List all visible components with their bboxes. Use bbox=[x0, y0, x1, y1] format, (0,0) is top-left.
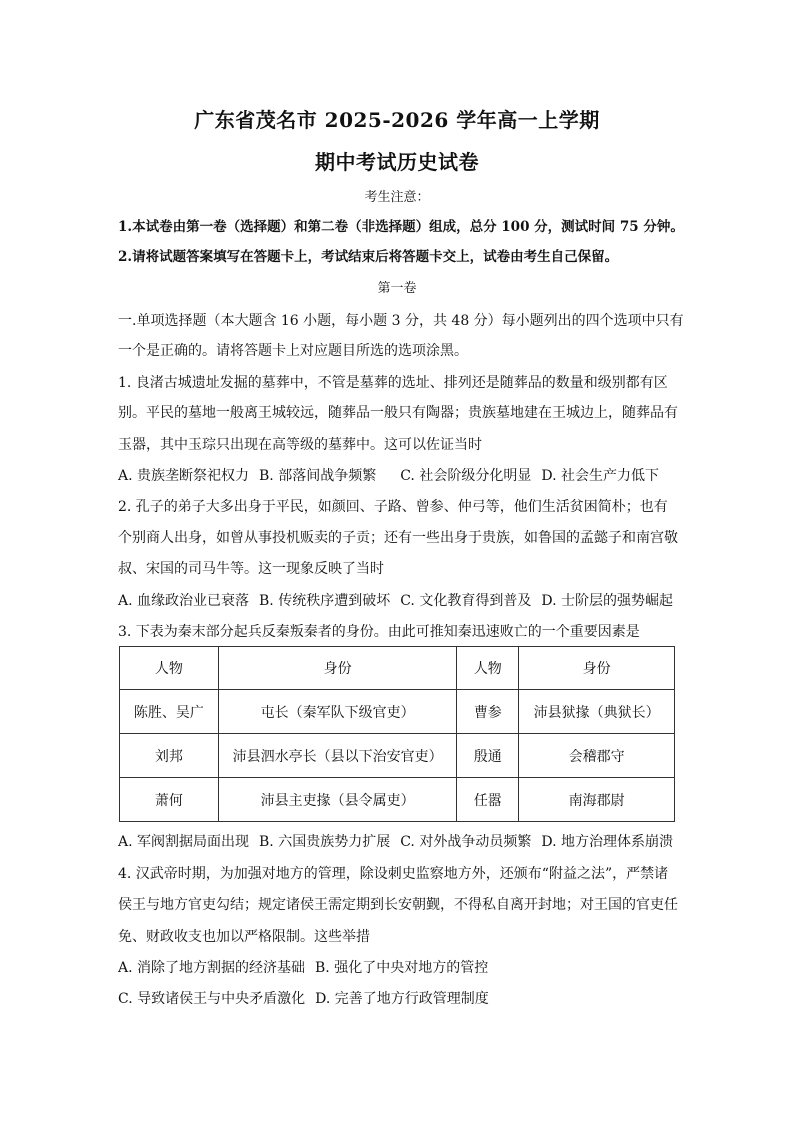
q4-options-row1 bbox=[118, 958, 680, 978]
q4-option-b[interactable]: B. 强化了中央对地方的管控 bbox=[315, 960, 489, 976]
q2-line-2: 个别商人出身，如曾从事投机贩卖的子贡；还有一些出身于贵族，如鲁国的孟懿子和南宫敬 bbox=[118, 530, 678, 546]
q3-options bbox=[118, 832, 680, 852]
table-cell: 任嚣 bbox=[457, 778, 519, 822]
table-cell: 陈胜、吴广 bbox=[120, 690, 219, 734]
table-cell: 萧何 bbox=[120, 778, 219, 822]
table-cell: 沛县主吏掾（县令属吏） bbox=[218, 778, 457, 822]
table-cell: 刘邦 bbox=[120, 734, 219, 778]
q4-line-1: 4. 汉武帝时期，为加强对地方的管理，除设刺史监察地方外，还颁布“附益之法”，严禁诸 bbox=[118, 866, 669, 882]
table-cell: 南海郡尉 bbox=[519, 778, 675, 822]
q2-option-b[interactable]: B. 传统秩序遭到破坏 bbox=[259, 593, 391, 609]
q2-option-c[interactable]: C. 文化教育得到普及 bbox=[400, 593, 532, 609]
table-cell: 殷通 bbox=[457, 734, 519, 778]
table-header-cell: 人物 bbox=[120, 647, 219, 690]
notice-2: 2.请将试题答案填写在答题卡上，考试结束后将答题卡交上，试卷由考生自己保留。 bbox=[118, 249, 619, 265]
q2-options bbox=[118, 591, 680, 611]
exam-title-line1: 广东省茂名市 2025-2026 学年高一上学期 bbox=[194, 108, 600, 132]
table-cell: 曹参 bbox=[457, 690, 519, 734]
q4-option-d[interactable]: D. 完善了地方行政管理制度 bbox=[315, 991, 489, 1007]
q3-option-d[interactable]: D. 地方治理体系崩溃 bbox=[541, 834, 673, 850]
table-header-cell: 身份 bbox=[218, 647, 457, 690]
table-row bbox=[120, 778, 675, 822]
q3-option-a[interactable]: A. 军阀割据局面出现 bbox=[118, 834, 250, 850]
q3-option-b[interactable]: B. 六国贵族势力扩展 bbox=[259, 834, 391, 850]
table-header-row bbox=[120, 647, 675, 690]
section-instructions-1: 一.单项选择题（本大题含 16 小题，每小题 3 分，共 48 分）每小题列出的四个选项中只有 bbox=[118, 313, 684, 329]
table-row bbox=[120, 690, 675, 734]
q4-option-c[interactable]: C. 导致诸侯王与中央矛盾激化 bbox=[118, 991, 306, 1007]
q2-option-d[interactable]: D. 士阶层的强势崛起 bbox=[541, 593, 673, 609]
table-cell: 沛县狱掾（典狱长） bbox=[519, 690, 675, 734]
q1-option-b[interactable]: B. 部落间战争频繁 bbox=[259, 468, 377, 484]
q4-line-2: 侯王与地方官吏勾结；规定诸侯王需定期到长安朝觐，不得私自离开封地；对王国的官吏任 bbox=[118, 897, 678, 913]
table-cell: 会稽郡守 bbox=[519, 734, 675, 778]
notice-1: 1.本试卷由第一卷（选择题）和第二卷（非选择题）组成，总分 100 分，测试时间 75 分钟。 bbox=[118, 219, 684, 235]
section-instructions-2: 一个是正确的。请将答题卡上对应题目所选的选项涂黑。 bbox=[118, 343, 468, 359]
q3-table bbox=[119, 646, 675, 822]
table-header-cell: 人物 bbox=[457, 647, 519, 690]
table-header-cell: 身份 bbox=[519, 647, 675, 690]
q2-line-3: 叔、宋国的司马牛等。这一现象反映了当时 bbox=[118, 561, 384, 577]
q1-options bbox=[118, 466, 680, 486]
exam-title-line2: 期中考试历史试卷 bbox=[315, 150, 479, 174]
q3-option-c[interactable]: C. 对外战争动员频繁 bbox=[400, 834, 532, 850]
q2-option-a[interactable]: A. 血缘政治业已衰落 bbox=[118, 593, 250, 609]
table-cell: 沛县泗水亭长（县以下治安官吏） bbox=[218, 734, 457, 778]
q1-option-a[interactable]: A. 贵族垄断祭祀权力 bbox=[118, 468, 250, 484]
q1-line-3: 玉器，其中玉琮只出现在高等级的墓葬中。这可以佐证当时 bbox=[118, 437, 482, 453]
q4-options-row2 bbox=[118, 989, 680, 1009]
section-label: 第一卷 bbox=[377, 281, 417, 296]
q1-line-2: 别。平民的墓地一般离王城较远，随葬品一般只有陶器；贵族墓地建在王城边上，随葬品有 bbox=[118, 405, 678, 421]
table-row bbox=[120, 734, 675, 778]
q1-option-d[interactable]: D. 社会生产力低下 bbox=[541, 468, 659, 484]
q1-option-c[interactable]: C. 社会阶级分化明显 bbox=[400, 468, 532, 484]
q1-line-1: 1. 良渚古城遗址发掘的墓葬中，不管是墓葬的选址、排列还是随葬品的数量和级别都有区 bbox=[118, 375, 668, 391]
q4-option-a[interactable]: A. 消除了地方割据的经济基础 bbox=[118, 960, 306, 976]
table-cell: 屯长（秦军队下级官吏） bbox=[218, 690, 457, 734]
q4-line-3: 免、财政收支也加以严格限制。这些举措 bbox=[118, 929, 370, 945]
q2-line-1: 2. 孔子的弟子大多出身于平民，如颜回、子路、曾参、仲弓等，他们生活贫困简朴；也有 bbox=[118, 499, 668, 515]
notice-heading: 考生注意： bbox=[364, 190, 430, 205]
q3-stem: 3. 下表为秦末部分起兵反秦叛秦者的身份。由此可推知秦迅速败亡的一个重要因素是 bbox=[118, 624, 640, 640]
